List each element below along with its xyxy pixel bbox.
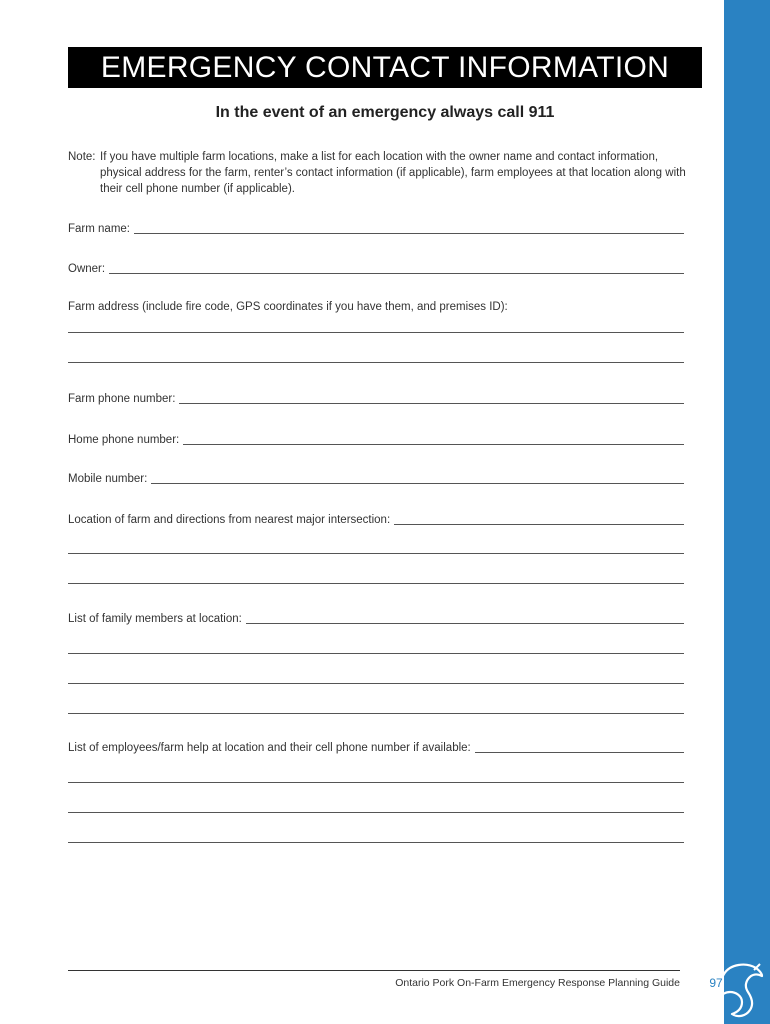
family-line-4[interactable]	[68, 713, 684, 714]
farm-address-field	[68, 298, 684, 314]
farm-phone-line[interactable]	[179, 403, 684, 404]
employees-field[interactable]	[68, 739, 684, 755]
farm-name-label: Farm name:	[68, 223, 130, 235]
location-label: Location of farm and directions from nearest major intersection:	[68, 514, 391, 526]
footer-divider	[68, 970, 680, 971]
employees-line-4[interactable]	[68, 842, 684, 843]
note-label: Note:	[68, 151, 96, 163]
family-label: List of family members at location:	[68, 613, 242, 625]
employees-line[interactable]	[475, 752, 684, 753]
mobile-field[interactable]	[68, 470, 684, 486]
home-phone-label: Home phone number:	[68, 434, 180, 446]
location-field[interactable]	[68, 511, 684, 527]
home-phone-field[interactable]	[68, 431, 684, 447]
owner-field[interactable]	[68, 260, 684, 276]
farm-phone-field[interactable]	[68, 390, 684, 406]
employees-label: List of employees/farm help at location and their cell phone number if available:	[68, 742, 471, 754]
mobile-line[interactable]	[151, 483, 684, 484]
farm-phone-label: Farm phone number:	[68, 393, 176, 405]
page-title: EMERGENCY CONTACT INFORMATION	[68, 47, 702, 88]
note-text: If you have multiple farm locations, make a list for each location with the owner name and contact information, physical address for the farm, renter’s contact information (if applicable), farm employees at that location along with their cell phone number (if applicable).	[100, 151, 686, 195]
employees-line-2[interactable]	[68, 782, 684, 783]
home-phone-line[interactable]	[183, 444, 684, 445]
farm-name-field[interactable]	[68, 220, 684, 236]
farm-name-line[interactable]	[134, 233, 684, 234]
side-color-bar	[724, 0, 770, 1024]
farm-address-line-2[interactable]	[68, 362, 684, 363]
farm-address-label: Farm address (include fire code, GPS coordinates if you have them, and premises ID):	[68, 301, 508, 313]
employees-line-3[interactable]	[68, 812, 684, 813]
note	[68, 149, 702, 197]
owner-label: Owner:	[68, 263, 106, 275]
subtitle: In the event of an emergency always call 911	[215, 104, 555, 121]
family-line-3[interactable]	[68, 683, 684, 684]
family-line-2[interactable]	[68, 653, 684, 654]
farm-address-line-1[interactable]	[68, 332, 684, 333]
location-line-3[interactable]	[68, 583, 684, 584]
page-number: 97	[709, 976, 723, 990]
owner-line[interactable]	[109, 273, 684, 274]
location-line-2[interactable]	[68, 553, 684, 554]
footer-guide-title: Ontario Pork On-Farm Emergency Response Planning Guide	[395, 977, 680, 989]
mobile-label: Mobile number:	[68, 473, 148, 485]
location-line[interactable]	[394, 524, 684, 525]
family-field[interactable]	[68, 610, 684, 626]
family-line[interactable]	[246, 623, 684, 624]
